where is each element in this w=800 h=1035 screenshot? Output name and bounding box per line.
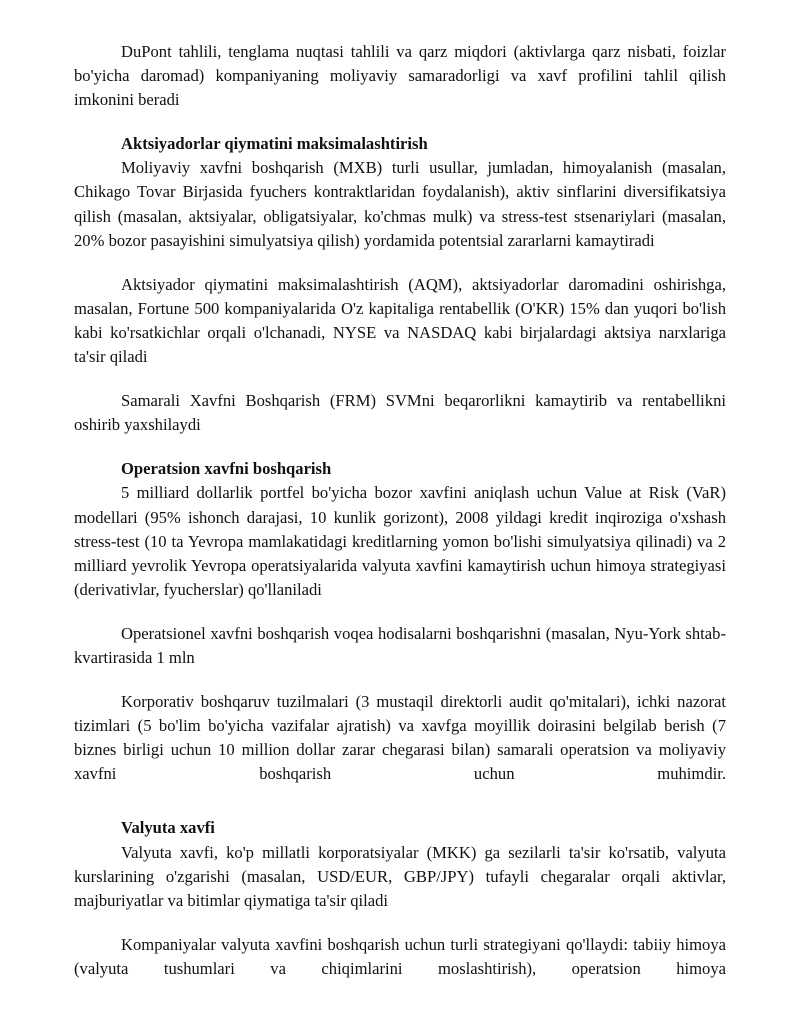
heading-operational-risk: Operatsion xavfni boshqarish: [121, 459, 332, 479]
paragraph-var-models: 5 milliard dollarlik portfel bo'yicha bozor xavfini aniqlash uchun Value at Risk (VaR) modellari (95% ishonch darajasi, 10 kunlik gorizont), 2008 yildagi kredit inqiroziga o'xshash stress-test (10 ta Yevropa mamlakatidagi kreditlarning yomon bo'lishi simulyatsiya qilinadi) va 2 milliard yevrolik Yevropa operatsiyalarida valyuta xavfini kamaytirish uchun himoya strategiyasi (derivativlar, fyucherslar) qo'llaniladi: [74, 483, 726, 599]
paragraph-financial-risk: Moliyaviy xavfni boshqarish (MXB) turli usullar, jumladan, himoyalanish (masalan, Chikago Tovar Birjasida fyuchers kontraktlaridan foydalanish), aktiv sinflarini diversifikatsiya qilish (masalan, aktsiyalar, obligatsiyalar, ko'chmas mulk) va stress-test stsenariylari (masalan, 20% bozor pasayishini simulyatsiya qilish) yordamida potentsial zararlarni kamaytiradi: [74, 158, 726, 250]
document-page: [74, 40, 726, 981]
paragraph-shareholder-value: Aktsiyador qiymatini maksimalashtirish (AQM), aktsiyadorlar daromadini oshirishga, masalan, Fortune 500 kompaniyalarida O'z kapitaliga rentabellik (O'KR) 15% dan yuqori bo'lish kabi ko'rsatkichlar orqali o'lchanadi, NYSE va NASDAQ kabi birjalardagi aktsiya narxlariga ta'sir qiladi: [74, 274, 726, 367]
paragraph-operational-events: Operatsionel xavfni boshqarish voqea hodisalarni boshqarishni (masalan, Nyu-York shtab-kvartirasida 1 mln: [74, 623, 726, 667]
paragraph-currency-risk: Valyuta xavfi, ko'p millatli korporatsiyalar (MKK) ga sezilarli ta'sir ko'rsatib, valyuta kurslarining o'zgarishi (masalan, USD/EUR, GBP/JPY) tufayli chegaralar orqali aktivlar, majburiyatlar va bitimlar qiymatiga ta'sir qiladi: [74, 842, 726, 910]
paragraph-frm: Samarali Xavfni Boshqarish (FRM) SVMni beqarorlikni kamaytirib va rentabellikni oshirib yaxshilaydi: [74, 391, 726, 435]
paragraph-dupont: DuPont tahlili, tenglama nuqtasi tahlili va qarz miqdori (aktivlarga qarz nisbati, foizlar bo'yicha daromad) kompaniyaning moliyaviy samaradorligi va xavf profilini tahlil qilish imkonini beradi: [74, 42, 726, 110]
heading-currency-risk: Valyuta xavfi: [121, 818, 215, 838]
paragraph-corporate-governance: Korporativ boshqaruv tuzilmalari (3 mustaqil direktorli audit qo'mitalari), ichki nazorat tizimlari (5 bo'lim bo'yicha vazifalar ajratish) va xavfga moyillik doirasini belgilab berish (7 biznes birligi uchun 10 million dollar zarar chegarasi bilan) samarali operatsion va moliyaviy xavfni boshqarish uchun muhimdir.: [74, 692, 726, 784]
paragraph-hedging-strategies: Kompaniyalar valyuta xavfini boshqarish uchun turli strategiyani qo'llaydi: tabiiy himoya (valyuta tushumlari va chiqimlarini moslashtirish), operatsion himoya: [74, 934, 726, 978]
heading-shareholder-value: Aktsiyadorlar qiymatini maksimalashtirish: [121, 134, 428, 154]
